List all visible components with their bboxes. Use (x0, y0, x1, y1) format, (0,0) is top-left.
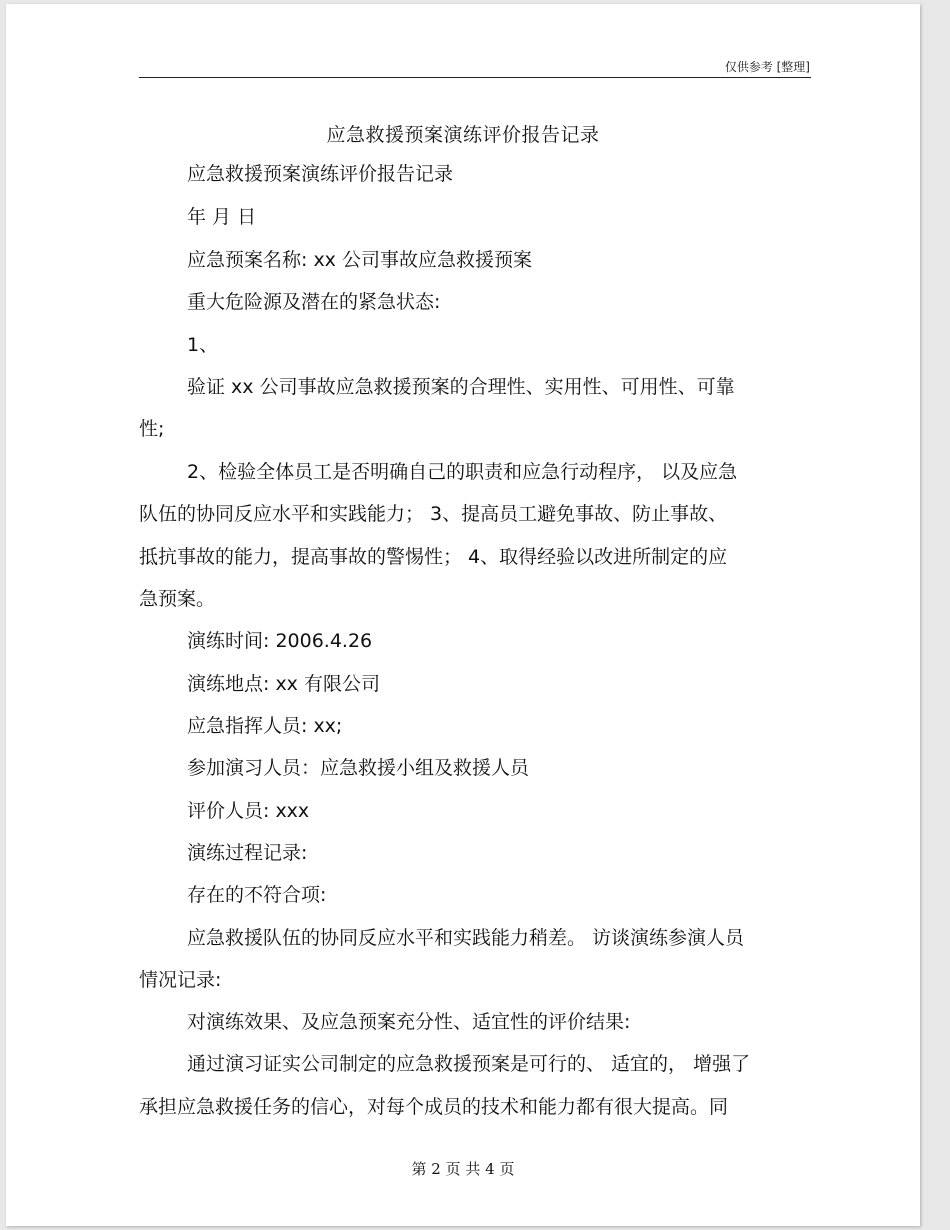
body-line-14: 应急指挥人员: xx; (187, 715, 343, 737)
body-line-21: 对演练效果、及应急预案充分性、适宜性的评价结果: (187, 1011, 631, 1033)
page-number: 第 2 页 共 4 页 (411, 1160, 515, 1178)
body-line-23: 承担应急救援任务的信心，对每个成员的技术和能力都有很大提高。同 (139, 1096, 729, 1118)
body-line-17: 演练过程记录: (187, 842, 308, 864)
body-line-5: 1、 (187, 334, 219, 356)
body-line-1: 应急救援预案演练评价报告记录 (187, 163, 454, 185)
body-line-11: 急预案。 (139, 588, 216, 610)
body-line-4: 重大危险源及潜在的紧急状态: (187, 291, 441, 313)
body-line-18: 存在的不符合项: (187, 884, 327, 906)
body-line-3: 应急预案名称: xx 公司事故应急救援预案 (187, 249, 532, 271)
body-line-7: 性; (139, 418, 165, 440)
body-line-8: 2、检验全体员工是否明确自己的职责和应急行动程序， 以及应急 (187, 461, 738, 483)
body-line-16: 评价人员: xxx (187, 800, 310, 822)
body-line-12: 演练时间: 2006.4.26 (187, 630, 373, 652)
header-note: 仅供参考 [整理] (724, 60, 810, 74)
body-line-9: 队伍的协同反应水平和实践能力； 3、提高员工避免事故、防止事故、 (139, 503, 728, 525)
document-title: 应急救援预案演练评价报告记录 (326, 124, 600, 146)
body-line-15: 参加演习人员：应急救援小组及救援人员 (187, 757, 530, 779)
document-page (6, 4, 920, 1226)
body-line-20: 情况记录: (139, 969, 222, 991)
body-line-22: 通过演习证实公司制定的应急救援预案是可行的、 适宜的， 增强了 (187, 1053, 751, 1075)
body-line-13: 演练地点: xx 有限公司 (187, 673, 380, 695)
body-line-2: 年 月 日 (187, 206, 257, 228)
header-rule (139, 77, 811, 78)
body-line-6: 验证 xx 公司事故应急救援预案的合理性、实用性、可用性、可靠 (187, 376, 735, 398)
body-line-19: 应急救援队伍的协同反应水平和实践能力稍差。 访谈演练参演人员 (187, 927, 745, 949)
body-line-10: 抵抗事故的能力，提高事故的警惕性； 4、取得经验以改进所制定的应 (139, 546, 728, 568)
